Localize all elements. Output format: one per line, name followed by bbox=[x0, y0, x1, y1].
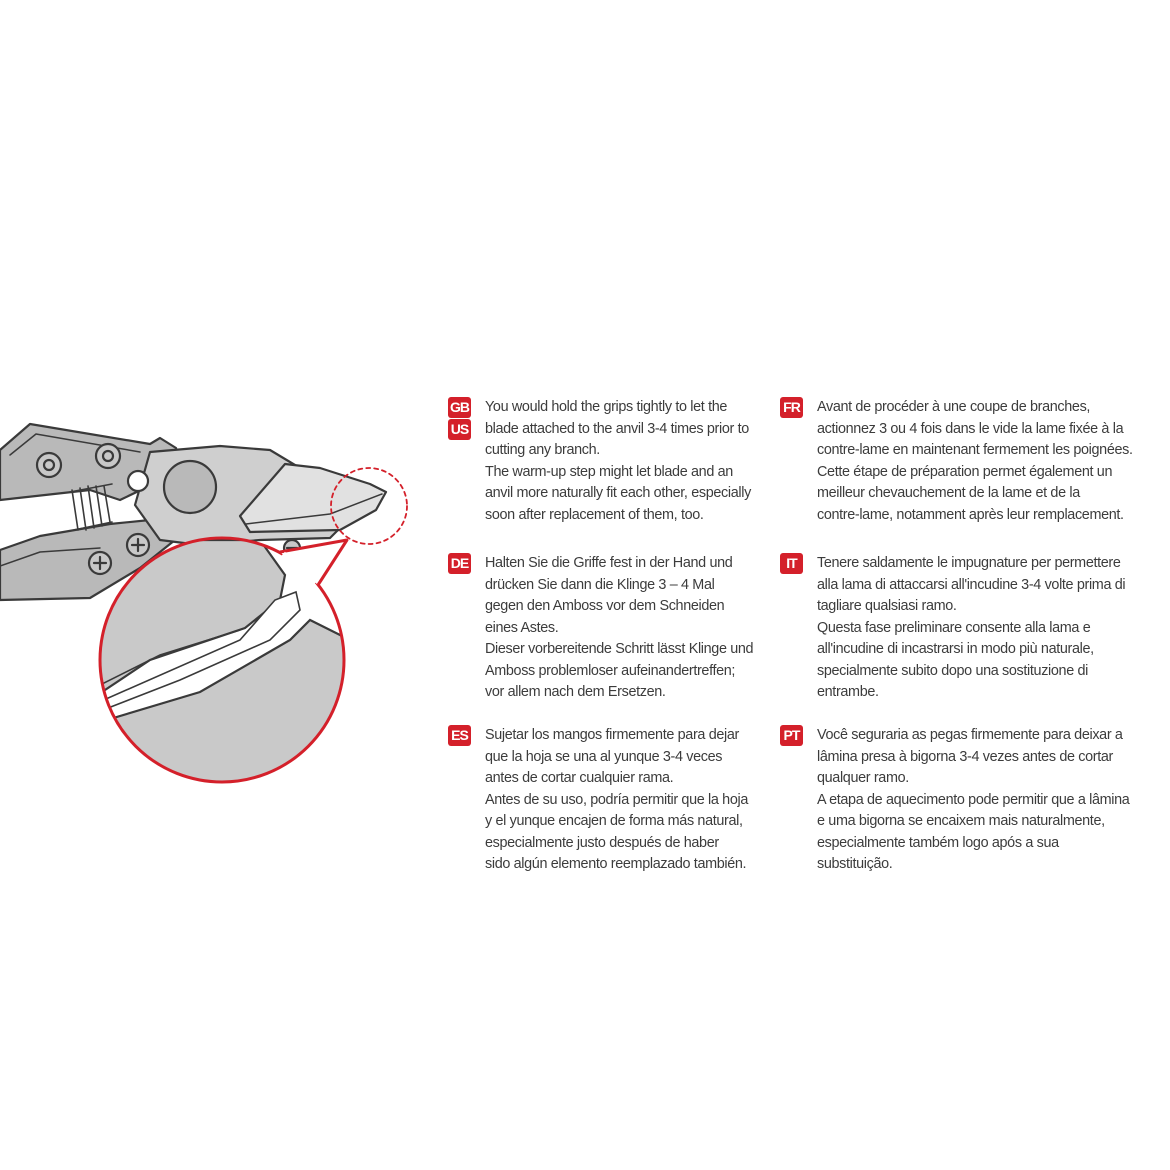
text-line: sido algún elemento reemplazado también. bbox=[485, 856, 747, 872]
text-line: soon after replacement of them, too. bbox=[485, 506, 704, 523]
text-line: tagliare qualsiasi ramo. bbox=[817, 598, 957, 614]
text-line: actionnez 3 ou 4 fois dans le vide la lame fixée à la bbox=[817, 420, 1124, 437]
language-badge bbox=[448, 397, 474, 441]
text-line: Antes de su uso, podría permitir que la hoja bbox=[485, 791, 748, 808]
text-line: alla lama di attaccarsi all'incudine 3-4 volte prima di bbox=[817, 576, 1126, 593]
text-line: blade attached to the anvil 3-4 times prior to bbox=[485, 420, 749, 437]
pruning-shears-zoom-icon bbox=[0, 380, 430, 800]
text-line: contre-lame, notamment après leur remplacement. bbox=[817, 506, 1124, 523]
text-line: all'incudine di incastrarsi in modo più naturale, bbox=[817, 641, 1094, 657]
text-line: cutting any branch. bbox=[485, 442, 600, 458]
instruction-gb-us bbox=[448, 397, 768, 526]
text-line: anvil more naturally fit each other, especially bbox=[485, 485, 751, 501]
text-line: especialmente também logo após a sua bbox=[817, 834, 1059, 851]
text-line: especialmente justo después de haber bbox=[485, 834, 719, 851]
language-code: PT bbox=[780, 725, 803, 746]
text-line: que la hoja se una al yunque 3-4 veces bbox=[485, 748, 723, 765]
text-line: You would hold the grips tightly to let the bbox=[485, 399, 728, 415]
instruction-text bbox=[485, 397, 768, 526]
text-line: drücken Sie dann die Klinge 3 – 4 Mal bbox=[485, 576, 715, 593]
language-code: GB bbox=[448, 397, 471, 418]
text-line: vor allem nach dem Ersetzen. bbox=[485, 684, 666, 700]
text-line: meilleur chevauchement de la lame et de la bbox=[817, 485, 1080, 501]
text-line: Você seguraria as pegas firmemente para deixar a bbox=[817, 727, 1123, 743]
language-badge bbox=[780, 553, 806, 575]
instruction-pt bbox=[780, 725, 1150, 876]
text-line: gegen den Amboss vor dem Schneiden bbox=[485, 598, 725, 614]
text-line: Questa fase preliminare consente alla lama e bbox=[817, 619, 1091, 636]
text-line: entrambe. bbox=[817, 684, 879, 700]
instruction-text bbox=[485, 725, 768, 876]
text-line: lâmina presa à bigorna 3-4 vezes antes de cortar bbox=[817, 748, 1113, 765]
text-line: Cette étape de préparation permet également un bbox=[817, 463, 1113, 480]
language-badge bbox=[448, 725, 474, 747]
language-code: US bbox=[448, 419, 471, 440]
instruction-fr bbox=[780, 397, 1150, 526]
instruction-de bbox=[448, 553, 768, 704]
instruction-text bbox=[817, 397, 1150, 526]
text-line: Amboss problemloser aufeinandertreffen; bbox=[485, 662, 736, 679]
instruction-text bbox=[485, 553, 768, 704]
text-line: e uma bigorna se encaixem mais naturalmente, bbox=[817, 813, 1105, 829]
text-line: qualquer ramo. bbox=[817, 770, 909, 786]
text-line: substituição. bbox=[817, 856, 893, 872]
text-line: specialmente subito dopo una sostituzione di bbox=[817, 662, 1089, 679]
text-line: Sujetar los mangos firmemente para dejar bbox=[485, 727, 739, 743]
instruction-es bbox=[448, 725, 768, 876]
text-line: contre-lame en maintenant fermement les poignées. bbox=[817, 442, 1133, 458]
language-code: DE bbox=[448, 553, 471, 574]
text-line: The warm-up step might let blade and an bbox=[485, 463, 733, 480]
text-line: y el yunque encajen de forma más natural, bbox=[485, 813, 743, 829]
language-code: FR bbox=[780, 397, 803, 418]
text-line: eines Astes. bbox=[485, 619, 559, 636]
text-line: antes de cortar cualquier rama. bbox=[485, 770, 674, 786]
language-code: ES bbox=[448, 725, 471, 746]
instruction-text bbox=[817, 725, 1150, 876]
text-line: A etapa de aquecimento pode permitir que a lâmina bbox=[817, 791, 1130, 808]
text-line: Dieser vorbereitende Schritt lässt Klinge und bbox=[485, 641, 754, 657]
language-badge bbox=[780, 397, 806, 419]
text-line: Tenere saldamente le impugnature per permettere bbox=[817, 555, 1121, 571]
instruction-it bbox=[780, 553, 1150, 704]
instruction-text bbox=[817, 553, 1150, 704]
language-badge bbox=[780, 725, 806, 747]
text-line: Avant de procéder à une coupe de branches, bbox=[817, 399, 1091, 415]
language-badge bbox=[448, 553, 474, 575]
language-code: IT bbox=[780, 553, 803, 574]
text-line: Halten Sie die Griffe fest in der Hand und bbox=[485, 555, 733, 571]
